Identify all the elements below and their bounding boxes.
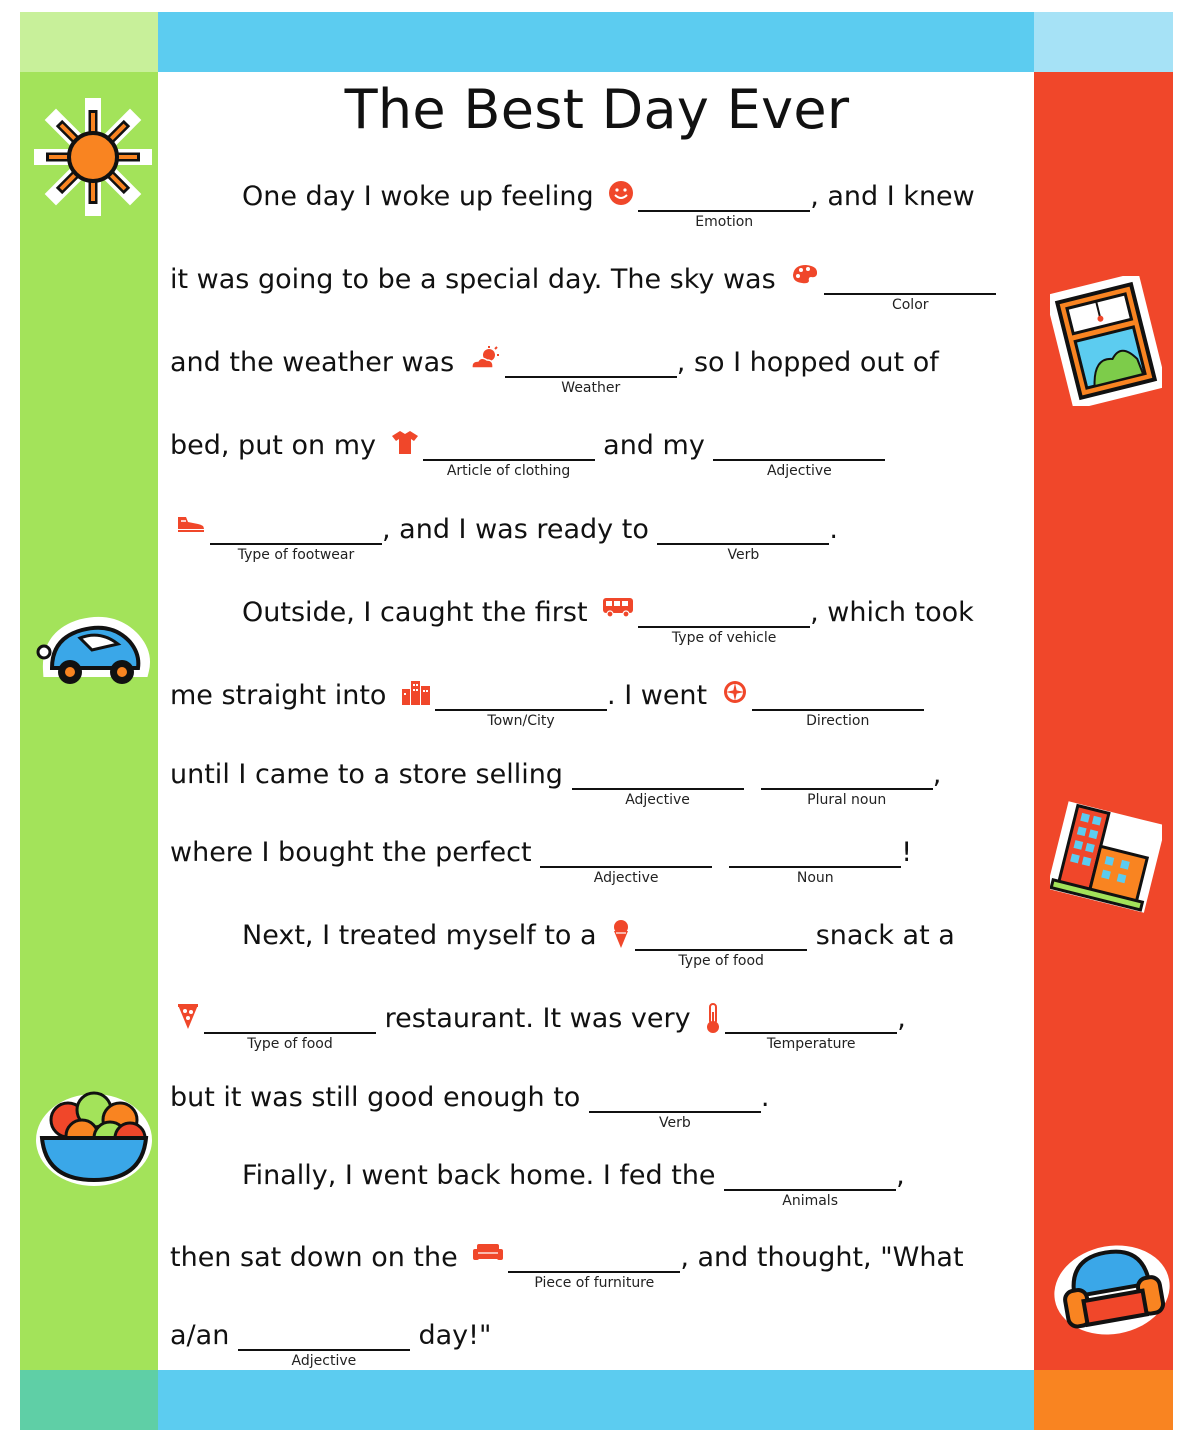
story-text: One day I woke up feeling [242,181,603,212]
fruit-bowl-sticker-icon [32,1080,156,1190]
story-text: , and I knew [810,181,975,212]
story-text: Finally, I went back home. I fed the [242,1160,725,1191]
story-text: until I came to a store selling [170,759,572,790]
building-sticker-icon [1050,800,1162,916]
thermometer-icon [705,1002,721,1034]
blank-hint-label: Adjective [625,792,690,808]
bottom-right-corner [1034,1370,1173,1430]
fill-in-blank[interactable] [210,513,382,563]
blank-hint-label: Type of food [678,953,764,969]
blank-hint-label: Article of clothing [446,463,571,479]
blank-hint-label: Noun [796,870,834,886]
fill-in-blank[interactable] [713,429,885,479]
story-line [242,1159,905,1209]
story-line [170,679,924,729]
fill-in-blank[interactable] [638,180,810,230]
top-right-corner [1034,12,1173,72]
story-text: restaurant. It was very [376,1003,700,1034]
blank-hint-label: Weather [561,380,621,396]
story-text: . I went [607,680,716,711]
top-border [158,12,1034,72]
story-text [744,758,761,792]
blank-hint-label: Adjective [291,1353,357,1369]
city-icon [401,679,431,705]
shirt-icon [391,429,419,455]
story-text: snack at a [807,920,955,951]
story-text: , and thought, "What [680,1242,964,1273]
window-sticker-icon [1050,276,1162,406]
blank-hint-label: Adjective [767,463,832,479]
fill-in-blank[interactable] [435,679,607,729]
blank-hint-label: Verb [659,1115,691,1131]
story-text: where I bought the perfect [170,837,541,868]
fill-in-blank[interactable] [508,1241,680,1291]
story-text: . [829,514,839,545]
bottom-left-corner [20,1370,158,1430]
fill-in-blank[interactable] [540,836,712,886]
story-text: and my [594,430,714,461]
fill-in-blank[interactable] [657,513,829,563]
story-line [242,596,974,646]
blank-hint-label: Type of food [247,1036,333,1052]
fill-in-blank[interactable] [724,1159,896,1209]
car-sticker-icon [30,612,154,692]
story-text: , and I was ready to [382,514,658,545]
story-text: and the weather was [170,347,463,378]
fill-in-blank[interactable] [729,836,901,886]
story-text: Next, I treated myself to a [242,920,606,951]
bottom-border [158,1370,1034,1430]
weather-icon [469,346,501,372]
blank-hint-label: Piece of furniture [534,1275,655,1291]
blank-hint-label: Direction [806,713,870,729]
fill-in-blank[interactable] [505,346,677,396]
story-text: ! [901,837,913,868]
blank-hint-label: Type of vehicle [671,630,777,646]
blank-hint-label: Town/City [487,713,555,729]
palette-icon [790,263,820,285]
story-line [242,919,955,969]
story-text: . [760,1082,770,1113]
story-text: , which took [810,597,974,628]
story-text: , [896,1160,905,1191]
fill-in-blank[interactable] [572,758,744,808]
story-line [242,180,975,230]
right-border [1034,72,1173,1370]
story-text: , so I hopped out of [676,347,939,378]
fill-in-blank[interactable] [423,429,595,479]
story-text: me straight into [170,680,396,711]
smiley-icon [608,180,634,206]
fill-in-blank[interactable] [638,596,810,646]
story-text: bed, put on my [170,430,385,461]
fill-in-blank[interactable] [238,1319,410,1369]
fill-in-blank[interactable] [824,263,996,313]
ice-cream-icon [611,919,631,949]
fill-in-blank[interactable] [752,679,924,729]
blank-hint-label: Color [891,297,929,313]
shoe-icon [176,513,206,533]
fill-in-blank[interactable] [635,919,807,969]
sofa-icon [472,1241,504,1263]
story-line [170,1081,769,1131]
story-text: , [897,1003,906,1034]
story-text: a/an [170,1320,238,1351]
story-line [170,1002,906,1052]
bus-icon [602,596,634,618]
blank-hint-label: Type of footwear [237,547,355,563]
story-text: then sat down on the [170,1242,467,1273]
story-line [170,1241,964,1291]
fill-in-blank[interactable] [761,758,933,808]
compass-icon [722,679,748,705]
blank-hint-label: Animals [782,1193,838,1209]
fill-in-blank[interactable] [725,1002,897,1052]
story-line [170,758,941,808]
blank-hint-label: Temperature [766,1036,856,1052]
story-text: day!" [409,1320,492,1351]
story-line [170,836,912,886]
story-text [712,836,729,870]
page-title: The Best Day Ever [344,78,850,141]
fill-in-blank[interactable] [589,1081,761,1131]
blank-hint-label: Plural noun [807,792,887,808]
story-line [170,429,885,479]
blank-hint-label: Emotion [695,214,754,230]
story-text: Outside, I caught the first [242,597,597,628]
story-line [170,513,838,563]
story-line [170,263,996,313]
story-text: but it was still good enough to [170,1082,589,1113]
story-text: it was going to be a special day. The sky was [170,264,785,295]
pizza-icon [176,1002,200,1030]
story-text: , [932,759,942,790]
sun-sticker-icon [34,98,152,216]
fill-in-blank[interactable] [204,1002,376,1052]
story-line [170,1319,491,1369]
blank-hint-label: Verb [727,547,760,563]
blank-hint-label: Adjective [593,870,659,886]
top-left-corner [20,12,158,72]
armchair-sticker-icon [1050,1240,1174,1340]
story-line [170,346,939,396]
